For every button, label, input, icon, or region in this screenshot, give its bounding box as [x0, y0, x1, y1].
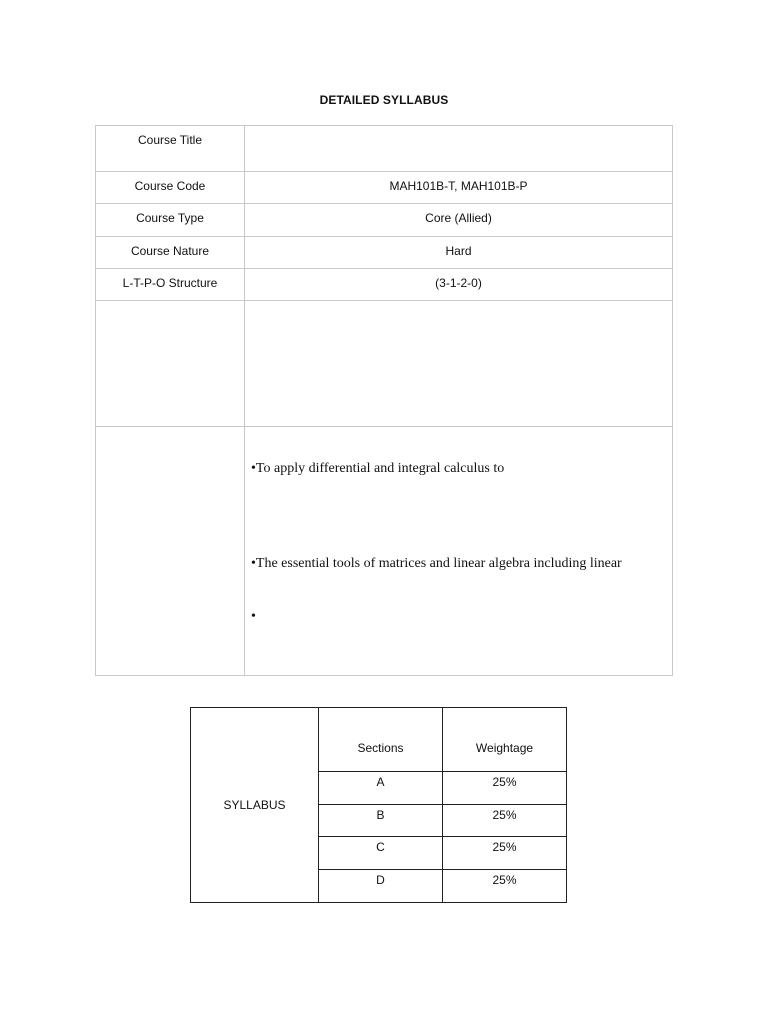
objective-item: •	[251, 609, 256, 624]
document-heading: DETAILED SYLLABUS	[319, 93, 449, 107]
weightage-cell: 25%	[443, 772, 567, 805]
weightage-cell: 25%	[443, 805, 567, 837]
objectives-row	[96, 427, 673, 676]
syllabus-table	[190, 707, 567, 903]
objective-item: •To apply differential and integral calculus to	[251, 461, 505, 476]
ltpo-structure-value: (3-1-2-0)	[245, 269, 673, 301]
weightage-cell: 25%	[443, 870, 567, 903]
section-cell: D	[319, 870, 443, 903]
course-nature-row	[96, 237, 673, 269]
course-type-row	[96, 204, 673, 237]
syllabus-header-row	[191, 708, 567, 772]
course-title-row	[96, 126, 673, 172]
weightage-header: Weightage	[443, 708, 567, 772]
objectives-cell	[245, 427, 673, 676]
ltpo-structure-label: L-T-P-O Structure	[96, 269, 245, 301]
objective-item: •The essential tools of matrices and linear algebra including linear	[251, 556, 622, 571]
course-code-label: Course Code	[96, 172, 245, 204]
section-cell: A	[319, 772, 443, 805]
syllabus-label: SYLLABUS	[191, 708, 319, 903]
course-nature-value: Hard	[245, 237, 673, 269]
blank-label-cell	[96, 301, 245, 427]
objectives-label-cell	[96, 427, 245, 676]
section-cell: B	[319, 805, 443, 837]
course-type-value: Core (Allied)	[245, 204, 673, 237]
weightage-cell: 25%	[443, 837, 567, 870]
course-title-label: Course Title	[96, 126, 245, 172]
course-info-table	[95, 125, 673, 676]
blank-value-cell	[245, 301, 673, 427]
section-cell: C	[319, 837, 443, 870]
course-code-value: MAH101B-T, MAH101B-P	[245, 172, 673, 204]
blank-row	[96, 301, 673, 427]
course-title-value	[245, 126, 673, 172]
course-code-row	[96, 172, 673, 204]
course-nature-label: Course Nature	[96, 237, 245, 269]
ltpo-structure-row	[96, 269, 673, 301]
sections-header: Sections	[319, 708, 443, 772]
course-type-label: Course Type	[96, 204, 245, 237]
